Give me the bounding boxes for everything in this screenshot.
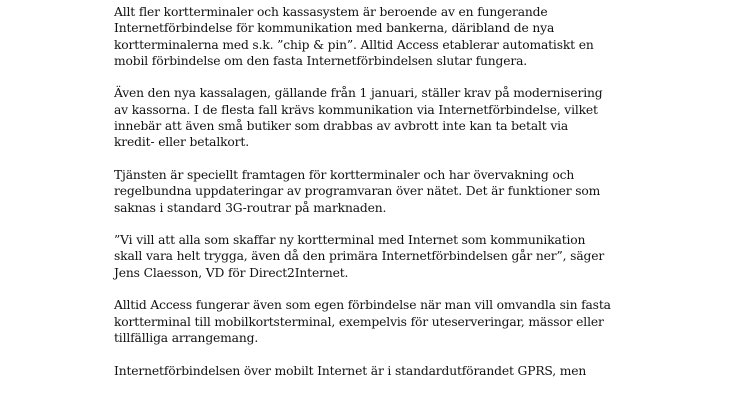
- paragraph-2: Även den nya kassalagen, gällande från 1 januari, ställer krav på modernisering av kassorna. I de flesta fall krävs kommunikation via Internetförbindelse, vilket innebär att även små butiker som drabbas av avbrott inte kan ta betalt via kredit- eller betalkort.: [114, 86, 603, 150]
- paragraph-4: ”Vi vill att alla som skaffar ny kortterminal med Internet som kommunikation skall vara helt trygga, även då den primära Internetförbindelsen går ner”, säger Jens Claesson, VD för Direct2Internet.: [114, 233, 605, 280]
- paragraph-1: Allt fler kortterminaler och kassasystem är beroende av en fungerande Internetförbindelse för kommunikation med bankerna, däribland de nya kortterminalerna med s.k. ”chip & pin”. Alltid Access etablerar automatiskt en mobil förbindelse om den fasta Internetförbindelsen slutar fungera.: [114, 5, 594, 68]
- body-text: [114, 4, 674, 395]
- paragraph-3: Tjänsten är speciellt framtagen för kortterminaler och har övervakning och regelbundna uppdateringar av programvaran över nätet. Det är funktioner som saknas i standard 3G-routrar på marknaden.: [114, 167, 601, 215]
- paragraph-6: Internetförbindelsen över mobilt Internet är i standardutförandet GPRS, men: [114, 363, 587, 378]
- paragraph-5: Alltid Access fungerar även som egen förbindelse när man vill omvandla sin fasta kortterminal till mobilkortsterminal, exempelvis för uteserveringar, mässor eller tillfälliga arrangemang.: [114, 298, 611, 345]
